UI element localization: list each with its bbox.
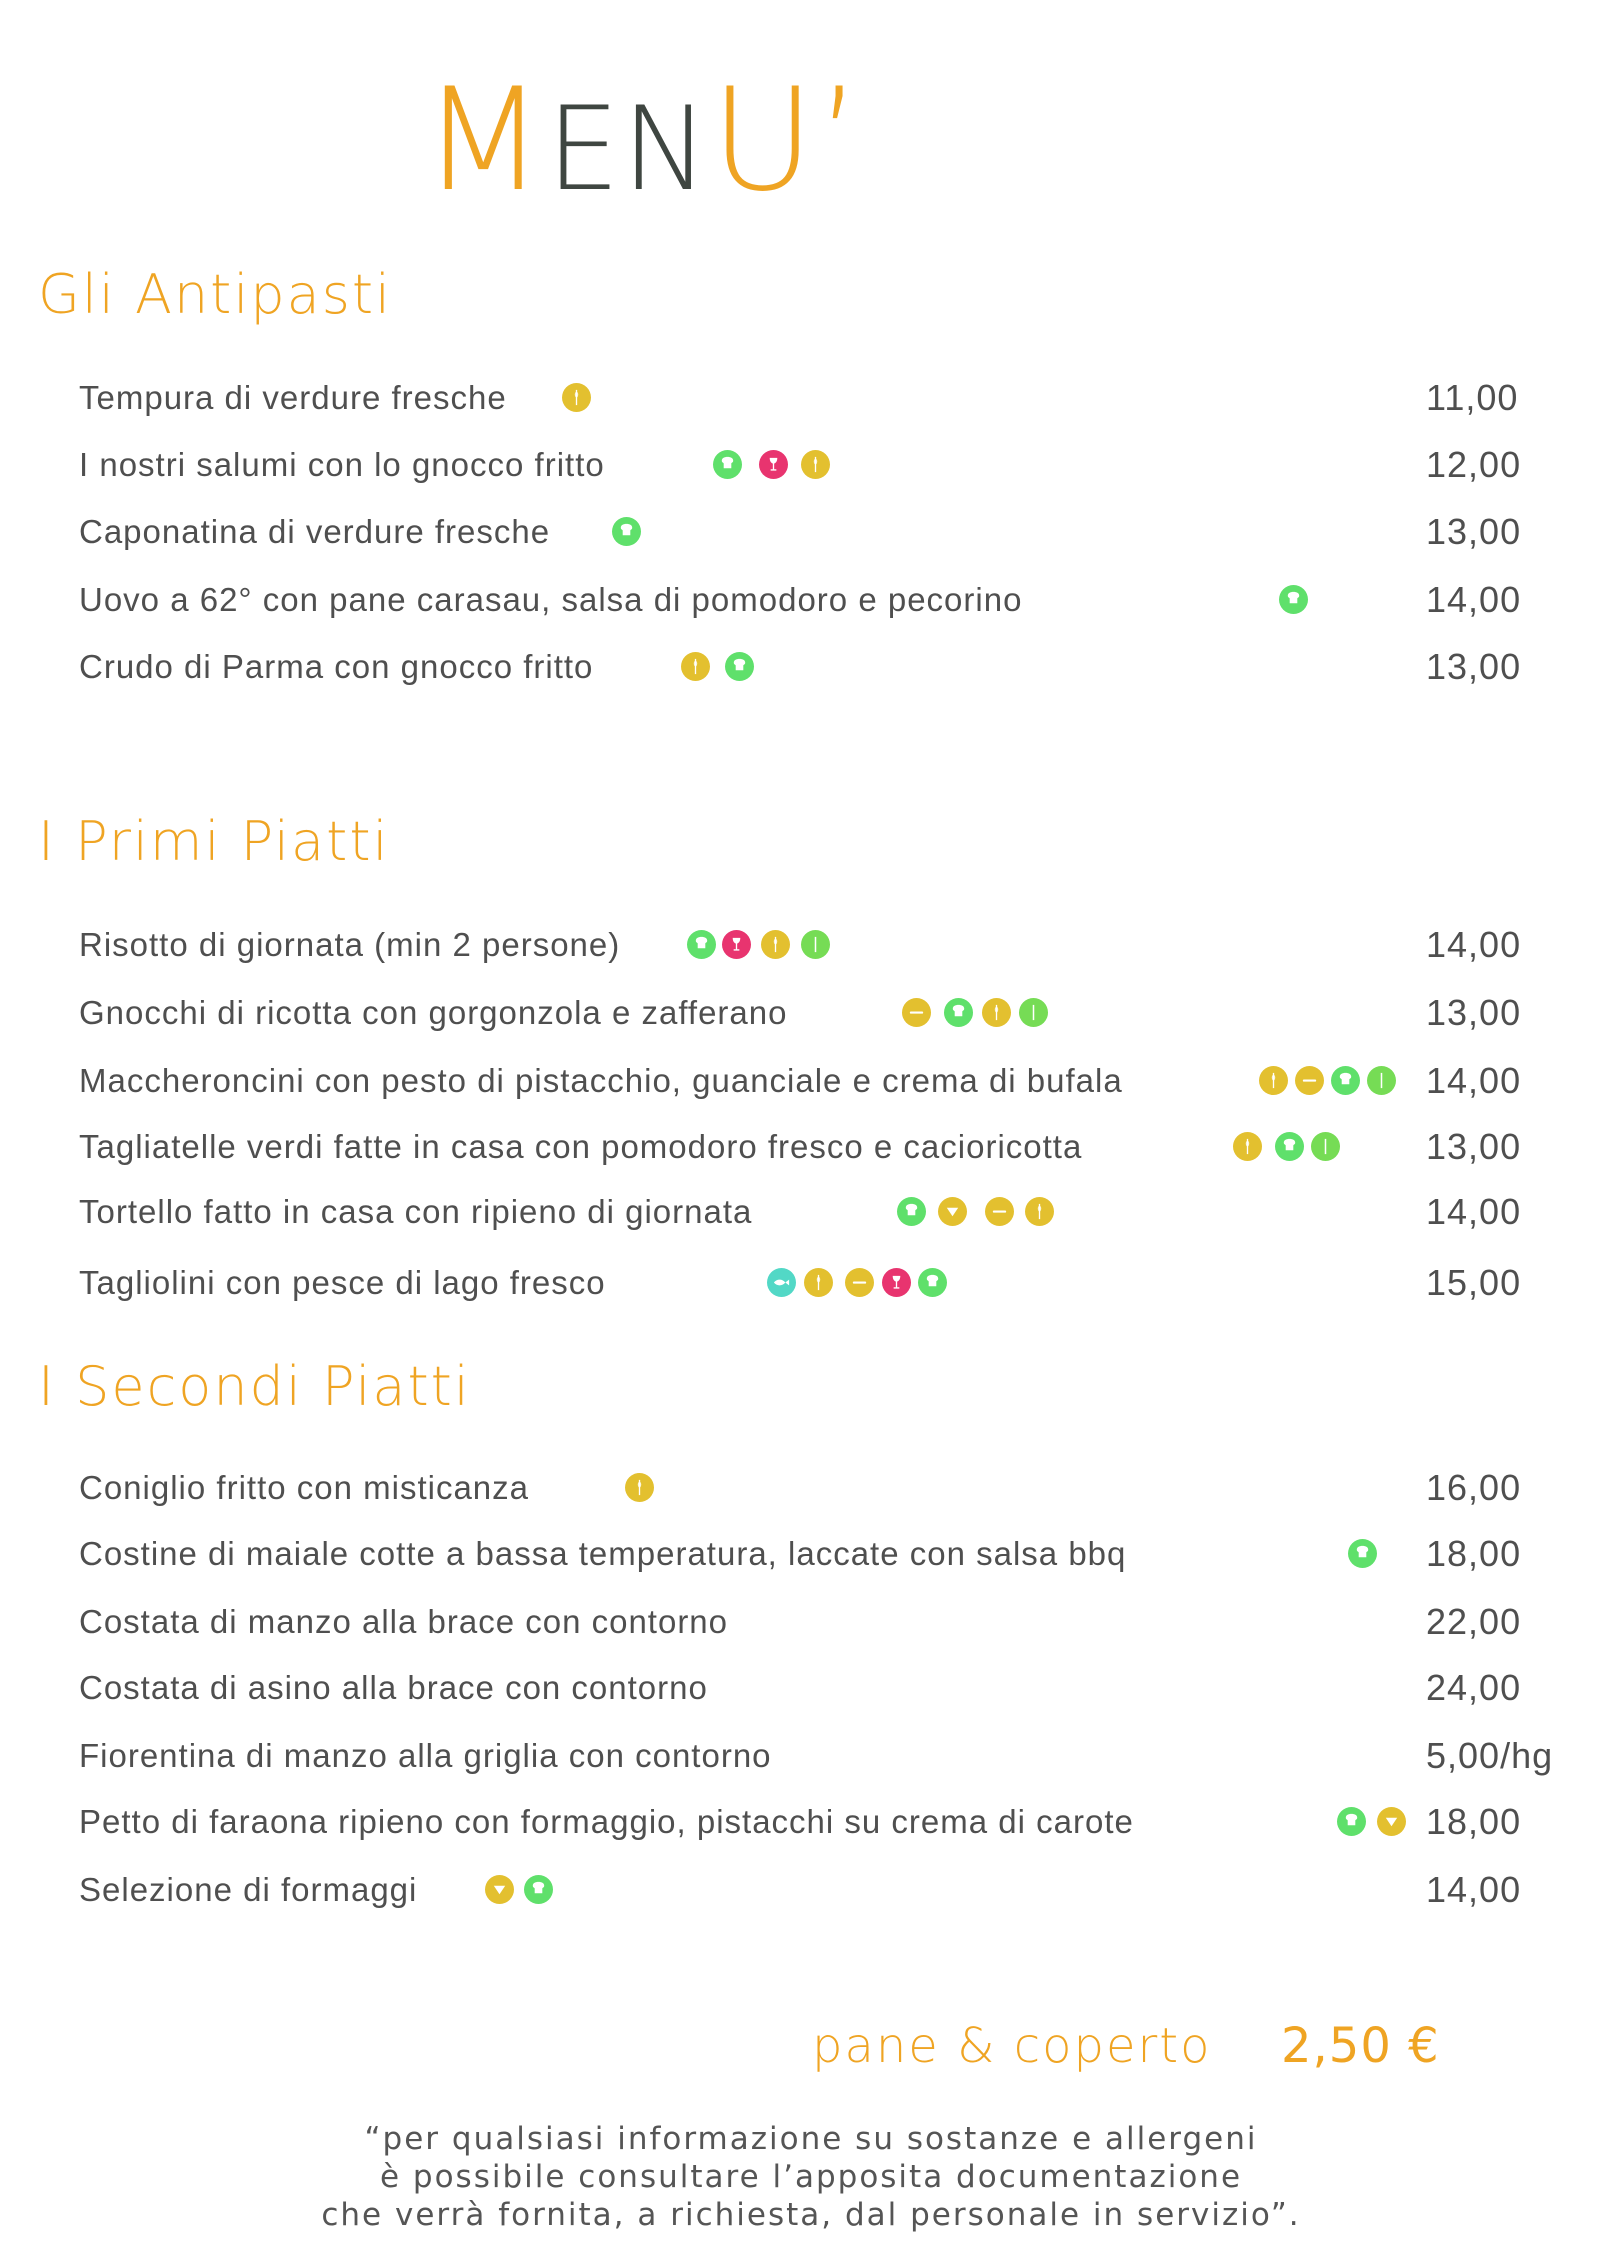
menu-item (0, 512, 1600, 552)
cover-charge-price: 2,50 € (1281, 2018, 1440, 2074)
menu-title (422, 58, 864, 223)
dairy-allergen-icon (1331, 1066, 1360, 1095)
menu-item (0, 1870, 1600, 1910)
dish-name: Petto di faraona ripieno con formaggio, pistacchi su crema di carote (79, 1803, 1134, 1840)
dish-price: 16,00 (1426, 1467, 1522, 1508)
egg-allergen-icon (1295, 1066, 1324, 1095)
dairy-allergen-icon (725, 652, 754, 681)
dish-name: Maccheroncini con pesto di pistacchio, guanciale e crema di bufala (79, 1062, 1123, 1099)
dairy-allergen-icon (524, 1875, 553, 1904)
dish-name: Costine di maiale cotte a bassa temperatura, laccate con salsa bbq (79, 1535, 1127, 1572)
gluten-allergen-icon (681, 652, 710, 681)
section-heading: I Primi Piatti (38, 810, 390, 873)
dish-name: Gnocchi di ricotta con gorgonzola e zafferano (79, 994, 788, 1031)
sulfites-allergen-icon (722, 930, 751, 959)
title-u: U (710, 58, 817, 223)
celery-allergen-icon (1311, 1132, 1340, 1161)
dish-price: 18,00 (1426, 1533, 1522, 1574)
title-apostrophe: ’ (816, 58, 864, 223)
dish-price: 22,00 (1426, 1601, 1522, 1642)
dish-name: Selezione di formaggi (79, 1871, 418, 1908)
menu-item (0, 1802, 1600, 1842)
dish-price: 18,00 (1426, 1801, 1522, 1842)
dish-price: 14,00 (1426, 1060, 1522, 1101)
dairy-allergen-icon (897, 1197, 926, 1226)
dish-name: I nostri salumi con lo gnocco fritto (79, 446, 605, 483)
celery-allergen-icon (801, 930, 830, 959)
gluten-allergen-icon (562, 383, 591, 412)
dish-price: 13,00 (1426, 1126, 1522, 1167)
section-heading: Gli Antipasti (38, 263, 393, 326)
menu-item (0, 580, 1600, 620)
dish-price: 5,00/hg (1426, 1735, 1554, 1776)
menu-item (0, 1468, 1600, 1508)
egg-allergen-icon (902, 998, 931, 1027)
gluten-allergen-icon (1233, 1132, 1262, 1161)
nuts-allergen-icon (938, 1197, 967, 1226)
dish-name: Risotto di giornata (min 2 persone) (79, 926, 621, 963)
menu-item (0, 1534, 1600, 1574)
note-line: è possibile consultare l’apposita documentazione (379, 2159, 1243, 2195)
dish-name: Costata di asino alla brace con contorno (79, 1669, 708, 1706)
dairy-allergen-icon (612, 517, 641, 546)
dish-name: Costata di manzo alla brace con contorno (79, 1603, 729, 1640)
dish-name: Caponatina di verdure fresche (79, 513, 551, 550)
menu-item (0, 1263, 1600, 1303)
dairy-allergen-icon (713, 450, 742, 479)
dish-name: Tagliolini con pesce di lago fresco (79, 1264, 606, 1301)
dish-price: 24,00 (1426, 1667, 1522, 1708)
dish-price: 14,00 (1426, 924, 1522, 965)
menu-item (0, 445, 1600, 485)
gluten-allergen-icon (1259, 1066, 1288, 1095)
menu-item (0, 647, 1600, 687)
dairy-allergen-icon (918, 1268, 947, 1297)
dish-name: Fiorentina di manzo alla griglia con contorno (79, 1737, 772, 1774)
dish-price: 12,00 (1426, 444, 1522, 485)
gluten-allergen-icon (625, 1473, 654, 1502)
dairy-allergen-icon (1337, 1807, 1366, 1836)
dish-price: 14,00 (1426, 1191, 1522, 1232)
dish-name: Tagliatelle verdi fatte in casa con pomodoro fresco e cacioricotta (79, 1128, 1083, 1165)
gluten-allergen-icon (801, 450, 830, 479)
menu-item (0, 1736, 1600, 1776)
dish-name: Uovo a 62° con pane carasau, salsa di pomodoro e pecorino (79, 581, 1023, 618)
dish-price: 14,00 (1426, 579, 1522, 620)
gluten-allergen-icon (1025, 1197, 1054, 1226)
celery-allergen-icon (1019, 998, 1048, 1027)
dish-name: Tempura di verdure fresche (79, 379, 507, 416)
dairy-allergen-icon (1275, 1132, 1304, 1161)
dish-price: 14,00 (1426, 1869, 1522, 1910)
menu-item (0, 1668, 1600, 1708)
menu-item (0, 378, 1600, 418)
fish-allergen-icon (767, 1268, 796, 1297)
dish-price: 13,00 (1426, 646, 1522, 687)
dairy-allergen-icon (1279, 585, 1308, 614)
egg-allergen-icon (985, 1197, 1014, 1226)
dish-price: 15,00 (1426, 1262, 1522, 1303)
gluten-allergen-icon (761, 930, 790, 959)
title-m: M (422, 58, 547, 223)
dairy-allergen-icon (1348, 1539, 1377, 1568)
celery-allergen-icon (1367, 1066, 1396, 1095)
nuts-allergen-icon (485, 1875, 514, 1904)
menu-item (0, 1127, 1600, 1167)
note-line: che verrà fornita, a richiesta, dal personale in servizio”. (321, 2197, 1301, 2233)
dairy-allergen-icon (687, 930, 716, 959)
allergen-note (0, 2120, 1600, 2234)
dish-name: Coniglio fritto con misticanza (79, 1469, 530, 1506)
dish-name: Crudo di Parma con gnocco fritto (79, 648, 594, 685)
egg-allergen-icon (845, 1268, 874, 1297)
dish-price: 13,00 (1426, 992, 1522, 1033)
menu-item (0, 925, 1600, 965)
dish-price: 11,00 (1426, 377, 1519, 418)
gluten-allergen-icon (804, 1268, 833, 1297)
menu-item (0, 1192, 1600, 1232)
dairy-allergen-icon (944, 998, 973, 1027)
gluten-allergen-icon (982, 998, 1011, 1027)
sulfites-allergen-icon (882, 1268, 911, 1297)
dish-price: 13,00 (1426, 511, 1522, 552)
section-heading: I Secondi Piatti (38, 1355, 471, 1418)
menu-item (0, 993, 1600, 1033)
menu-item (0, 1061, 1600, 1101)
cover-charge-label: pane & coperto (812, 2018, 1212, 2074)
title-en: EN (546, 82, 711, 217)
note-line: “per qualsiasi informazione su sostanze e allergeni (364, 2121, 1258, 2157)
dish-name: Tortello fatto in casa con ripieno di giornata (79, 1193, 753, 1230)
nuts-allergen-icon (1377, 1807, 1406, 1836)
menu-item (0, 1602, 1600, 1642)
sulfites-allergen-icon (759, 450, 788, 479)
